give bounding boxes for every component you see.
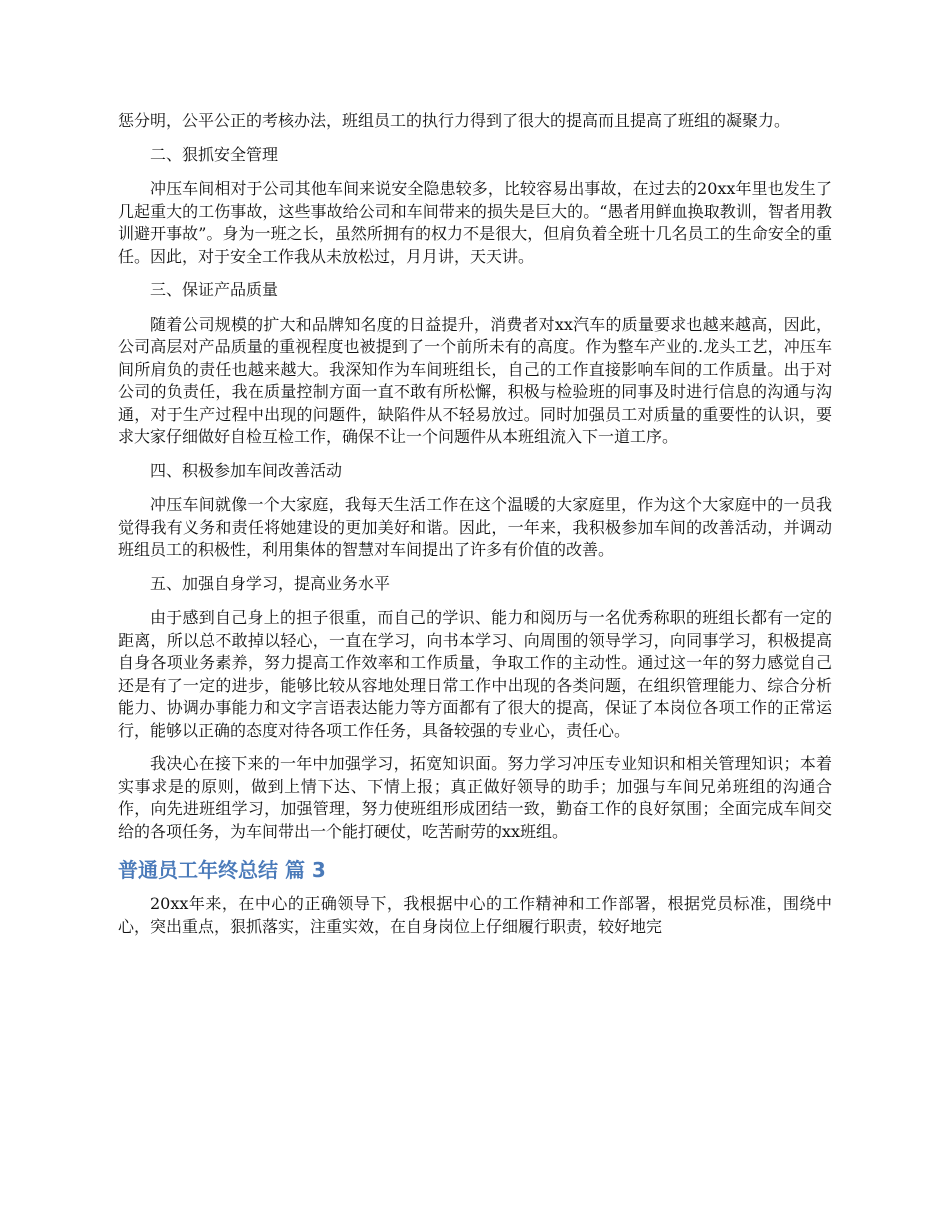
paragraph-quality: 随着公司规模的扩大和品牌知名度的日益提升，消费者对xx汽车的质量要求也越来越高，因此，公司高层对产品质量的重视程度也被提到了一个前所未有的高度。作为整车产业的.龙头工艺，冲压车间所肩负的责任也越来越大。我深知作为车间班组长，自己的工作直接影响车间的工作质量。出于对公司的负责任，我在质量控制方面一直不敢有所松懈，积极与检验班的同事及时进行信息的沟通与沟通，对于生产过程中出现的问题件，缺陷件从不轻易放过。同时加强员工对质量的重要性的认识，要求大家仔细做好自检互检工作，确保不让一个问题件从本班组流入下一道工序。	[118, 314, 832, 446]
heading-safety-management: 二、狠抓安全管理	[150, 144, 279, 164]
heading-improvement-activities: 四、积极参加车间改善活动	[150, 460, 343, 480]
paragraph-safety: 冲压车间相对于公司其他车间来说安全隐患较多，比较容易出事故，在过去的20xx年里也发生了几起重大的工伤事故，这些事故给公司和车间带来的损失是巨大的。“愚者用鲜血换取教训，智者用教训避开事故”。身为一班之长，虽然所拥有的权力不是很大，但肩负着全班十几名员工的生命安全的重任。因此，对于安全工作我从未放松过，月月讲，天天讲。	[118, 179, 832, 266]
heading-self-learning: 五、加强自身学习，提高业务水平	[150, 573, 391, 593]
paragraph-part3-intro: 20xx年来，在中心的正确领导下，我根据中心的工作精神和工作部署，根据党员标准，围绕中心，突出重点，狠抓落实，注重实效，在自身岗位上仔细履行职责，较好地完	[118, 894, 832, 936]
section-title-part3: 普通员工年终总结 篇 3	[118, 858, 326, 882]
paragraph-resolution: 我决心在接下来的一年中加强学习，拓宽知识面。努力学习冲压专业知识和相关管理知识；本着实事求是的原则，做到上情下达、下情上报；真正做好领导的助手；加强与车间兄弟班组的沟通合作，向先进班组学习，加强管理，努力使班组形成团结一致，勤奋工作的良好氛围；全面完成车间交给的各项任务，为车间带出一个能打硬仗，吃苦耐劳的xx班组。	[118, 754, 832, 841]
paragraph-improvement: 冲压车间就像一个大家庭，我每天生活工作在这个温暖的大家庭里，作为这个大家庭中的一员我觉得我有义务和责任将她建设的更加美好和谐。因此，一年来，我积极参加车间的改善活动，并调动班组员工的积极性，利用集体的智慧对车间提出了许多有价值的改善。	[118, 495, 832, 559]
paragraph-intro-continuation: 惩分明，公平公正的考核办法，班组员工的执行力得到了很大的提高而且提高了班组的凝聚力。	[118, 111, 791, 130]
heading-product-quality: 三、保证产品质量	[150, 280, 279, 299]
paragraph-learning: 由于感到自己身上的担子很重，而自己的学识、能力和阅历与一名优秀称职的班组长都有一定的距离，所以总不敢掉以轻心，一直在学习，向书本学习、向周围的领导学习，向同事学习，积极提高自身各项业务素养，努力提高工作效率和工作质量，争取工作的主动性。通过这一年的努力感觉自己还是有了一定的进步，能够比较从容地处理日常工作中出现的各类问题，在组织管理能力、综合分析能力、协调办事能力和文字言语表达能力等方面都有了很大的提高，保证了本岗位各项工作的正常运行，能够以正确的态度对待各项工作任务，具备较强的专业心，责任心。	[118, 608, 832, 740]
